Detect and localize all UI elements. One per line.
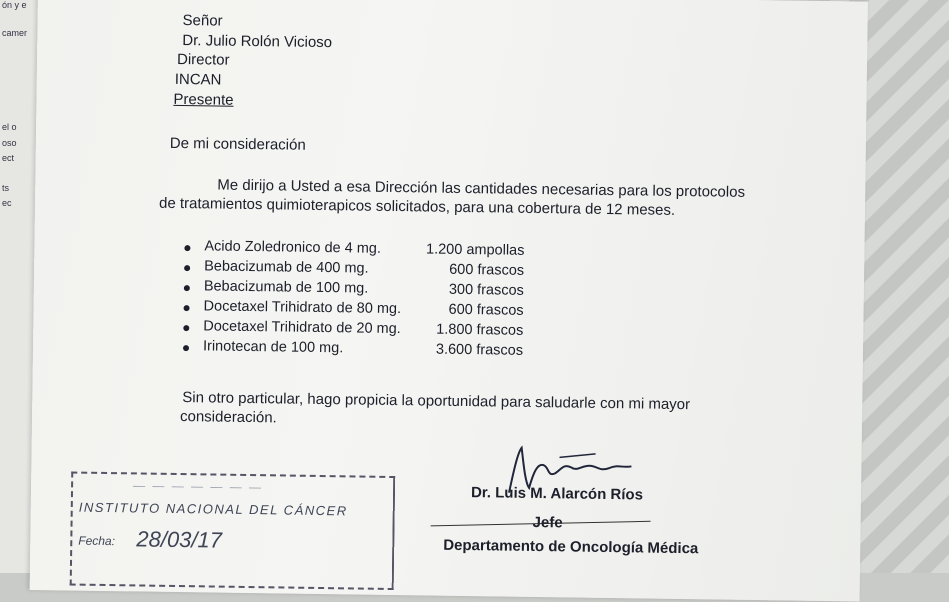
bullet-icon	[184, 265, 190, 271]
medication-quantity: 600 frascos	[448, 301, 524, 319]
greeting: De mi consideración	[169, 134, 306, 154]
bullet-icon	[183, 345, 189, 351]
medication-name: Docetaxel Trihidrato de 20 mg.	[203, 318, 401, 338]
underlying-text-fragment: ec	[2, 198, 12, 208]
stamp-institution: INSTITUTO NACIONAL DEL CÁNCER	[78, 499, 348, 519]
signatory-department: Departamento de Oncología Médica	[443, 536, 699, 558]
medication-quantity: 600 frascos	[449, 261, 525, 279]
closing-line-1: Sin otro particular, hago propicia la oportunidad para saludarle con mi mayor	[182, 389, 691, 414]
bullet-icon	[184, 285, 190, 291]
stamp-date-value: 28/03/17	[136, 526, 223, 553]
underlying-text-fragment: ect	[2, 153, 15, 163]
intro-line-2: de tratamientos quimioterapicos solicitados, para una cobertura de 12 meses.	[158, 194, 676, 219]
recipient-position: Director	[176, 50, 230, 69]
bullet-icon	[184, 245, 190, 251]
medication-quantity: 1.800 frascos	[436, 321, 524, 339]
underlying-text-fragment: oso	[2, 138, 17, 148]
bullet-icon	[184, 305, 190, 311]
stamp-date-label: Fecha:	[78, 533, 116, 549]
underlying-text-fragment: ón y e	[2, 0, 27, 10]
underlying-text-fragment: el o	[2, 122, 17, 132]
intro-line-1: Me dirijo a Usted a esa Dirección las cantidades necesarias para los protocolos	[217, 176, 746, 201]
reception-stamp	[70, 472, 396, 591]
medication-name: Irinotecan de 100 mg.	[202, 338, 344, 357]
signatory-title: Jefe	[532, 513, 563, 532]
letter-page	[30, 0, 868, 602]
medication-quantity: 3.600 frascos	[435, 341, 524, 359]
medication-list	[183, 238, 525, 363]
list-item	[183, 338, 523, 363]
medication-quantity: 300 frascos	[448, 281, 524, 299]
closing-line-2: consideración.	[179, 408, 277, 427]
stamp-faded-line: — — — — — — —	[132, 478, 264, 495]
medication-name: Bebacizumab de 100 mg.	[203, 278, 369, 297]
bullet-icon	[183, 325, 189, 331]
signatory-name: Dr. Luis M. Alarcón Ríos	[470, 484, 644, 504]
medication-name: Bebacizumab de 400 mg.	[204, 258, 369, 277]
underlying-text-fragment: ts	[2, 183, 10, 193]
recipient-institution: INCAN	[174, 70, 222, 89]
recipient-salutation: Señor	[182, 12, 223, 30]
recipient-name: Dr. Julio Rolón Vicioso	[182, 32, 333, 52]
medication-name: Acido Zoledronico de 4 mg.	[204, 238, 382, 257]
underlying-text-fragment: camer	[2, 28, 28, 38]
medication-name: Docetaxel Trihidrato de 80 mg.	[203, 298, 402, 318]
recipient-presente: Presente	[173, 90, 234, 109]
medication-quantity: 1.200 ampollas	[425, 241, 525, 259]
